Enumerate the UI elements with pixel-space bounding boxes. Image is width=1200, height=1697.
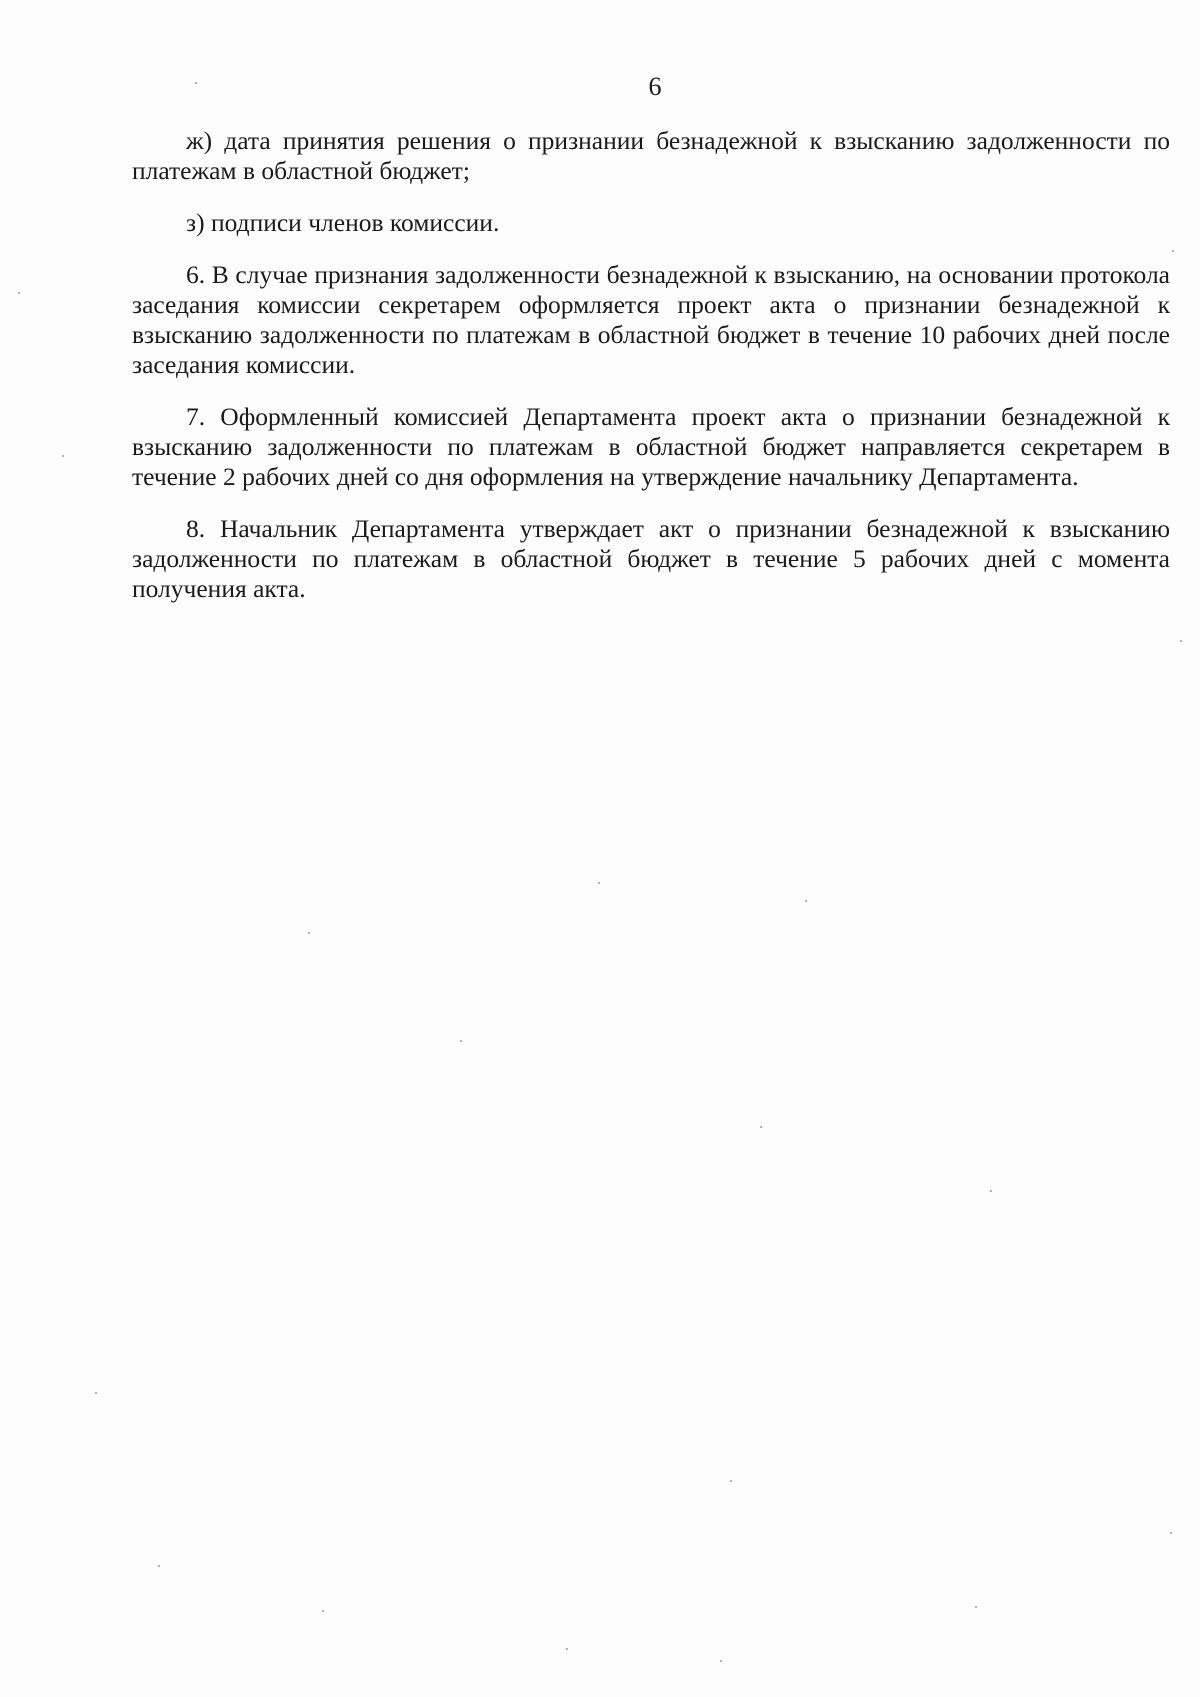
paragraph-z: з) подписи членов комиссии. — [186, 208, 500, 237]
scan-speck — [1170, 1532, 1172, 1534]
scan-speck — [322, 1610, 324, 1612]
scan-speck — [18, 292, 20, 294]
scan-speck — [760, 1126, 762, 1128]
scan-speck — [720, 1660, 722, 1662]
scan-speck — [460, 1040, 462, 1042]
scan-speck — [1180, 640, 1182, 642]
scan-speck — [730, 1480, 732, 1482]
scan-speck — [598, 882, 600, 884]
paragraph-zh: ж) дата принятия решения о признании безнадежной к взысканию задолженности по платежам в областной бюджет; — [132, 126, 1170, 185]
scan-speck — [566, 1648, 568, 1650]
scan-speck — [308, 932, 310, 934]
page-number: 6 — [648, 72, 662, 101]
scan-speck — [990, 1190, 992, 1192]
scan-speck — [158, 1565, 160, 1567]
paragraph-6: 6. В случае признания задолженности безнадежной к взысканию, на основании протокола заседания комиссии секретарем оформляется проект акта о признании безнадежной к взысканию задолженности по платежам в областной бюджет в течение 10 рабочих дней после заседания комиссии. — [132, 260, 1170, 379]
scan-speck — [95, 1392, 97, 1394]
scan-speck — [1172, 250, 1174, 252]
document-body — [132, 126, 1170, 626]
scan-speck — [62, 455, 64, 457]
scan-speck — [805, 900, 807, 902]
scan-speck — [975, 1606, 977, 1608]
paragraph-7: 7. Оформленный комиссией Департамента проект акта о признании безнадежной к взысканию задолженности по платежам в областной бюджет направляется секретарем в течение 2 рабочих дней со дня оформления на утверждение начальнику Департамента. — [132, 402, 1170, 491]
paragraph-8: 8. Начальник Департамента утверждает акт о признании безнадежной к взысканию задолженности по платежам в областной бюджет в течение 5 рабочих дней с момента получения акта. — [132, 514, 1170, 603]
scan-speck — [195, 82, 197, 84]
